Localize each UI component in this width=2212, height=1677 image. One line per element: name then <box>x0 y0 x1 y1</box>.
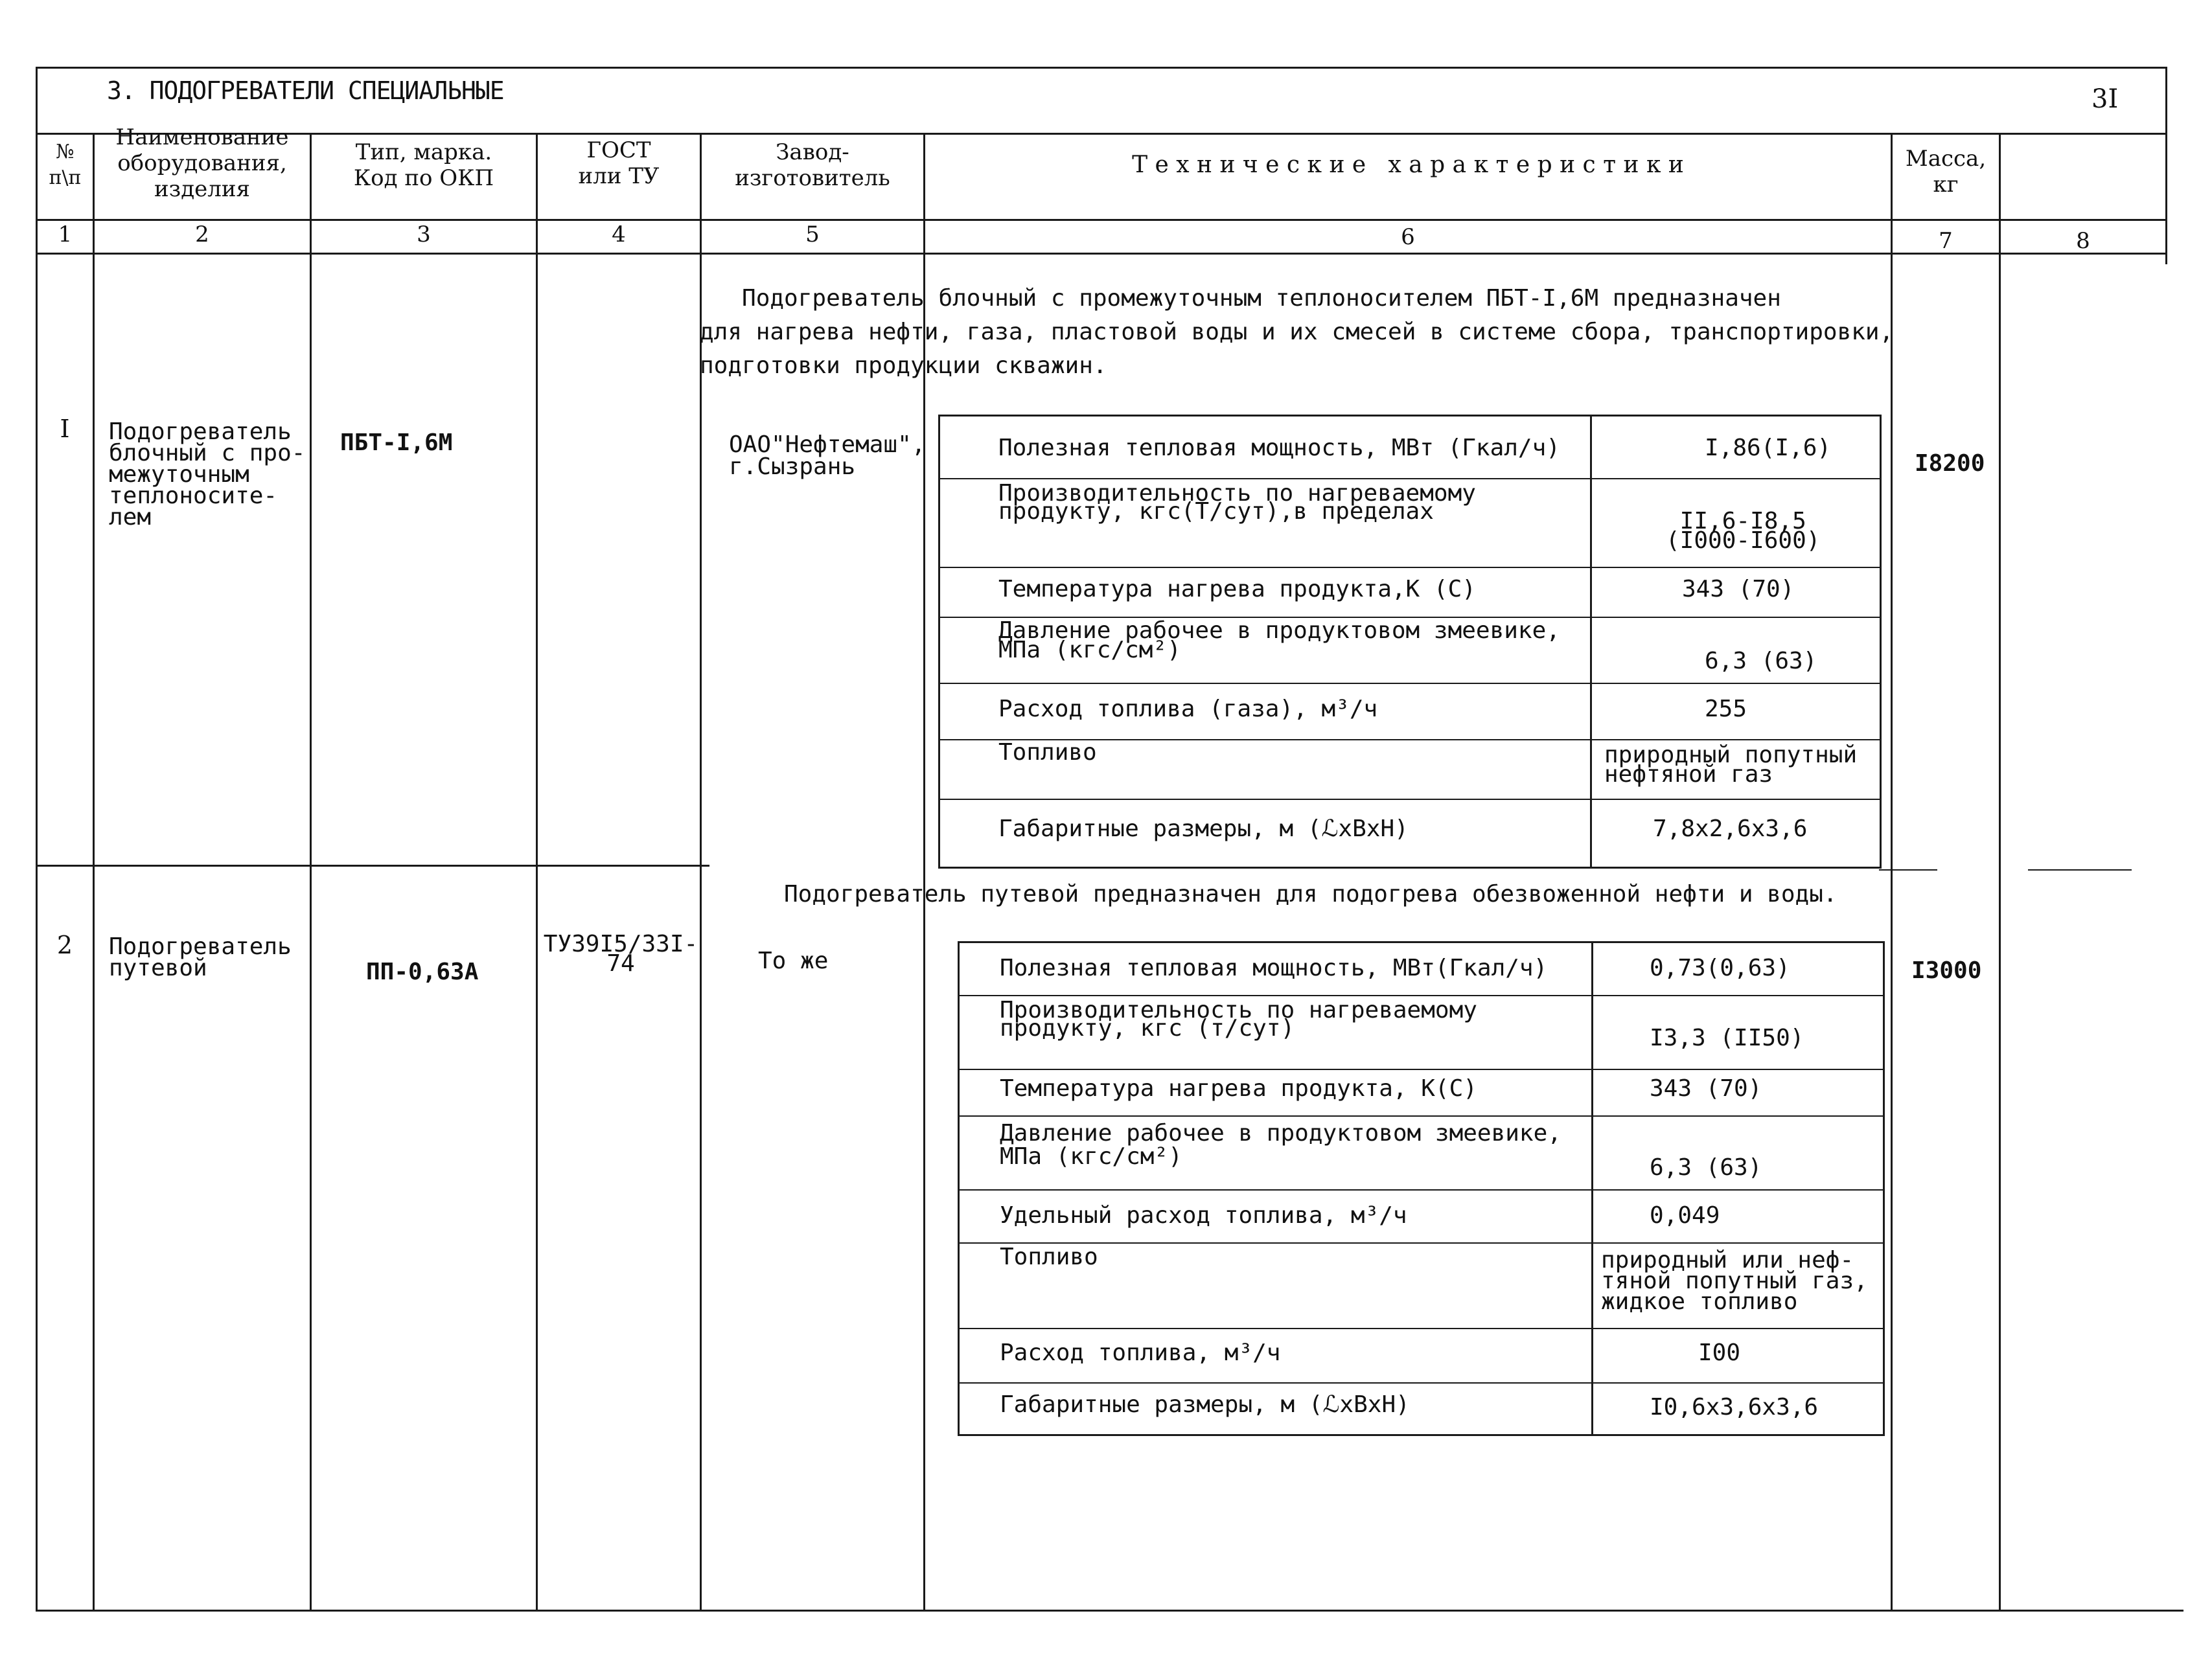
spec-value: 343 (70) <box>1650 1075 1762 1102</box>
spec-row <box>960 943 1883 996</box>
row-number: I <box>60 415 70 443</box>
spec-table <box>958 941 1885 1436</box>
row-number: 2 <box>56 931 73 959</box>
spec-value: природный попутный нефтяной газ <box>1604 742 1858 788</box>
equipment-type: ПБТ-I,6М <box>340 429 453 456</box>
spec-value: 0,73(0,63) <box>1650 955 1790 981</box>
spec-row <box>940 618 1880 684</box>
spec-row <box>960 1070 1883 1117</box>
spec-param: Топливо <box>1000 1244 1098 1270</box>
equipment-gost: ТУ39I5/33I- 74 <box>543 931 698 977</box>
spec-row <box>940 416 1880 479</box>
colnum-1: 1 <box>58 222 73 247</box>
manufacturer: То же <box>758 948 829 974</box>
spec-param: Габаритные размеры, м (ℒxBxH) <box>998 816 1409 842</box>
header-number: № п\п <box>49 141 82 189</box>
colnum-2: 2 <box>195 222 209 247</box>
spec-value: 255 <box>1705 696 1747 722</box>
spec-param: Габаритные размеры, м (ℒxBxH) <box>1000 1391 1410 1418</box>
spec-param: Расход топлива (газа), м³/ч <box>998 696 1378 722</box>
spec-value: I,86(I,6) <box>1705 435 1832 461</box>
spec-value: I3,3 (II50) <box>1650 1025 1804 1051</box>
spec-value: 0,049 <box>1650 1202 1720 1229</box>
spec-value: 6,3 (63) <box>1705 648 1817 674</box>
equipment-type: ПП-0,63А <box>366 959 479 985</box>
spec-param: Полезная тепловая мощность, МВт (Гкал/ч) <box>998 435 1560 461</box>
description-line: Подогреватель путевой предназначен для подогрева обезвоженной нефти и воды. <box>784 881 1838 907</box>
page-number: 3I <box>2091 84 2119 114</box>
header-name: Наименование оборудования, изделия <box>115 124 289 202</box>
colnum-8: 8 <box>2076 228 2090 254</box>
spec-param: Производительность по нагреваемому продукту, кгс(Т/сут),в пределах <box>998 480 1476 525</box>
spec-param: Расход топлива, м³/ч <box>1000 1340 1281 1366</box>
equipment-name: Подогреватель блочный с про- межуточным теплоносите- лем <box>109 418 306 530</box>
manufacturer: ОАО"Нефтемаш", г.Сызрань <box>729 431 926 480</box>
spec-row <box>940 800 1880 865</box>
header-mass: Масса, кг <box>1905 146 1987 198</box>
spec-value: II,6-I8,5 (I000-I600) <box>1666 508 1821 554</box>
colnum-4: 4 <box>612 222 626 247</box>
spec-param: Топливо <box>998 739 1097 766</box>
spec-value: природный или неф- тяной попутный газ, жидкое топливо <box>1601 1247 1868 1315</box>
header-maker: Завод- изготовитель <box>735 139 890 191</box>
spec-value: 6,3 (63) <box>1650 1154 1762 1181</box>
colnum-7: 7 <box>1939 228 1953 254</box>
spec-param: Полезная тепловая мощность, МВт(Гкал/ч) <box>1000 955 1548 981</box>
spec-row <box>960 1384 1883 1432</box>
spec-row <box>940 568 1880 618</box>
spec-value: 7,8x2,6x3,6 <box>1653 816 1808 842</box>
description-line: Подогреватель блочный с промежуточным теплоносителем ПБТ-I,6М предназначен <box>700 285 1781 312</box>
spec-value: I00 <box>1698 1340 1741 1366</box>
spec-row <box>960 1329 1883 1384</box>
spec-row <box>960 1191 1883 1244</box>
spec-value: I0,6x3,6x3,6 <box>1650 1394 1819 1420</box>
spec-param: Производительность по нагреваемому продукту, кгс (т/сут) <box>1000 997 1477 1042</box>
spec-param: Удельный расход топлива, м³/ч <box>1000 1202 1407 1229</box>
spec-table <box>938 415 1882 869</box>
header-type: Тип, марка. Код по ОКП <box>353 139 494 191</box>
spec-param: Температура нагрева продукта, К(С) <box>1000 1075 1477 1102</box>
header-gost: ГОСТ или ТУ <box>578 137 660 189</box>
spec-row <box>960 1244 1883 1329</box>
spec-row <box>960 996 1883 1070</box>
section-title: 3. ПОДОГРЕВАТЕЛИ СПЕЦИАЛЬНЫЕ <box>107 76 504 105</box>
spec-row <box>960 1117 1883 1191</box>
spec-row <box>940 740 1880 800</box>
description-line: подготовки продукции скважин. <box>700 352 1107 379</box>
colnum-3: 3 <box>417 222 431 247</box>
mass-value: I3000 <box>1911 957 1982 984</box>
spec-param: Давление рабочее в продуктовом змеевике, МПа (кгс/см²) <box>1000 1120 1561 1170</box>
equipment-name: Подогреватель путевой <box>109 933 292 981</box>
spec-param: Давление рабочее в продуктовом змеевике, МПа (кгс/см²) <box>998 617 1560 663</box>
spec-row <box>940 684 1880 740</box>
spec-row <box>940 479 1880 568</box>
colnum-6: 6 <box>1401 224 1415 250</box>
header-tech-specs: Т е х н и ч е с к и е х а р а к т е р и с т и к и <box>1132 152 1684 178</box>
colnum-5: 5 <box>805 222 820 247</box>
spec-value: 343 (70) <box>1682 576 1795 602</box>
description-line: для нагрева нефти, газа, пластовой воды и их смесей в системе сбора, транспортировки, <box>700 319 1894 345</box>
spec-param: Температура нагрева продукта,К (С) <box>998 576 1476 602</box>
mass-value: I8200 <box>1915 450 1985 477</box>
